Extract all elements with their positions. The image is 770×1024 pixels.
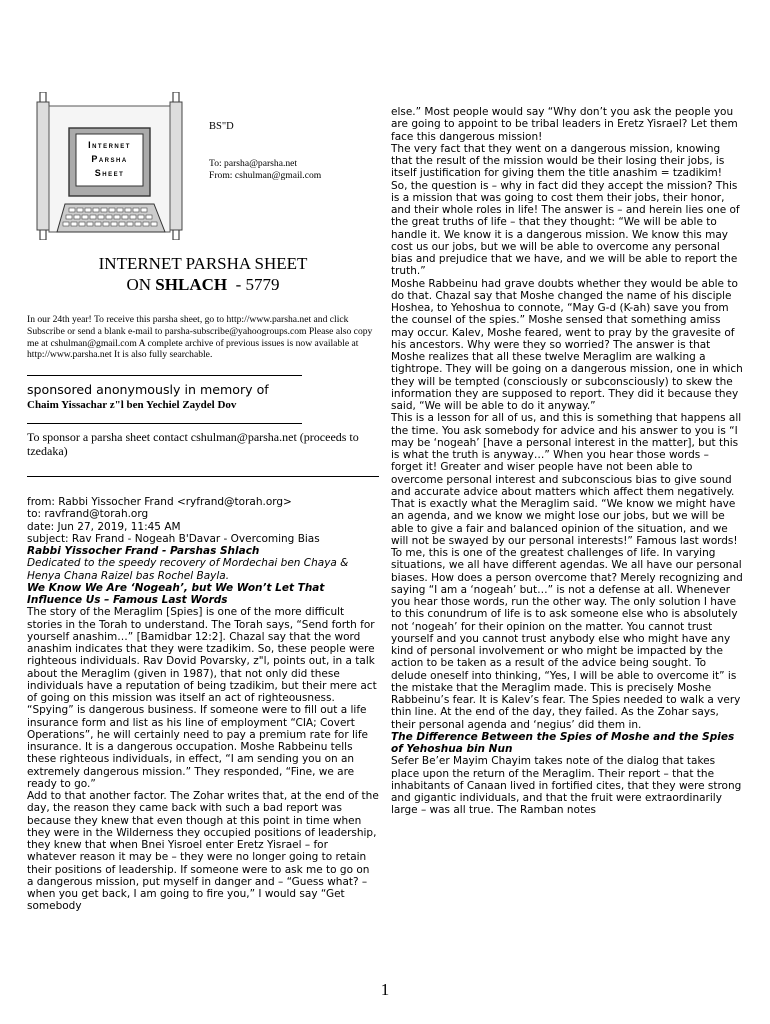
intro-text: In our 24th year! To receive this parsha sheet, go to http://www.parsha.net and click Subscribe or send a blank e-mail to parsha-subscribe@yahoogroups.com Please also copy me at cshulman@gmail.com A complete archive of previous issues is now available at http://www.parsha.net It is also fully searchable. — [27, 314, 373, 361]
paragraph: Moshe Rabbeinu had grave doubts whether they would be able to do that. Chazal say that Moshe changed the name of his disciple Hoshea, to Yehoshua to connote, “May G-d (K-ah) save you from the counsel of the spies.” Moshe sensed that something amiss may occur. Kalev, Moshe feared, went to pray by the gravesite of his ancestors. Why were they so worried? The answer is that Moshe realizes that all these twelve Meraglim are walking a tightrope. They will be going on a dangerous mission, one in which they will be tempted (consciously or subconsciously) to skew the information they are supposed to report. They did it because they said, “We will be able to do it anyway.” — [391, 277, 743, 412]
dedication: Dedicated to the speedy recovery of Mordechai ben Chaya & Henya Chana Raizel bas Rochel Bayla. — [27, 557, 349, 582]
paragraph: So, the question is – why in fact did they accept the mission? This is a mission that was going to cost them their jobs, their honor, and their whole roles in life! The answer is – and herein lies one of the great truths of life – that they thought: “We will be able to handle it. We know it is a dangerous mission. We know this may cost us our jobs, but we will be able to overcome any personal bias and prejudice that we have, and we will be able to report the truth.” — [391, 179, 740, 278]
paragraph: Add to that another factor. The Zohar writes that, at the end of the day, the reason they came back with such a bad report was because they knew that even though at this point in time when they were in the Wilderness they occupied positions of leadership, they knew that when Bnei Yisroel enter Eretz Yisrael – for whatever reason it may be – they were no longer going to retain their positions of leadership. If someone were to ask me to go on a dangerous mission, put myself in danger and – “Guess what? – when you get back, I am going to fire you,” I would say “Get somebody — [27, 790, 379, 913]
bsd-mark: BS"D — [209, 121, 234, 132]
paragraph: The story of the Meraglim [Spies] is one of the more difficult stories in the Torah to understand. The Torah says, “Send forth for yourself anashim…” [Bamidbar 12:2]. Chazal say that the word anashim indicates that they were tzadikim. So, these people were righteous individuals. Rav Dovid Povarsky, z"l, points out, in a talk about the Meraglim (given in 1987), that not only did these individuals have a reputation of being tzadikim, but their mere act of going on this mission was itself an act of righteousness. — [27, 606, 377, 705]
contact-from: From: cshulman@gmail.com — [209, 169, 322, 181]
article-left — [27, 496, 379, 913]
contact-to: To: parsha@parsha.net — [209, 158, 298, 169]
contact-block — [209, 158, 321, 181]
section-divider — [27, 476, 379, 477]
section-heading: We Know We Are ‘Nogeah’, but We Won’t Let That Influence Us – Famous Last Words — [27, 581, 325, 607]
title-line1: INTERNET PARSHA SHEET — [98, 254, 308, 273]
scroll-computer-logo — [27, 92, 192, 240]
page-title — [27, 253, 379, 295]
paragraph: This is a lesson for all of us, and this is something that happens all the time. You ask somebody for advice and his answer to you is “I may be ‘nogeah’ [have a personal interest in the matter], but this is what the truth is anyway…” When you hear those words – forget it! Greater and wiser people have not been able to overcome personal interest and subconscious bias to give sound and accurate advice about matters which affect them negatively. That is exactly what the Meraglim said. “We know we might have an agenda, and we know we might lose our jobs, but we will be able to give a fair and balanced opinion of the situation, and we will not be swayed by our personal interests!” Famous last words! — [391, 412, 742, 547]
email-to: to: ravfrand@torah.org — [27, 508, 149, 521]
email-subject: subject: Rav Frand - Nogeah B'Davar - Overcoming Bias — [27, 532, 320, 545]
divider — [27, 375, 302, 376]
paragraph: To me, this is one of the greatest challenges of life. In varying situations, we all have different agendas. We all have our personal biases. How does a person overcome that? Merely recognizing and saying “I am a ‘nogeah’ but…” is not a defense at all. Whenever you hear those words, run the other way. The only solution I have to this conundrum of life is to ask someone else who is absolutely not ‘nogeah’ for their opinion on the matter. You cannot trust yourself and you cannot trust anybody else who might have any kind of personal involvement or who might be impacted by the action to be taken as a result of the advice being sought. To delude oneself into thinking, “Yes, I will be able to overcome it” is the mistake that the Meraglim made. This is precisely Moshe Rabbeinu’s fear. It is Kalev’s fear. The Spies needed to walk a very thin line. At the end of the day, they failed. As the Zohar says, their personal agenda and ‘negius’ did them in. — [391, 547, 743, 731]
sponsored-line: sponsored anonymously in memory of — [27, 382, 269, 398]
divider — [27, 423, 302, 424]
paragraph: Sefer Be’er Mayim Chayim takes note of the dialog that takes place upon the return of the Meraglim. Their report – that the inhabitants of Canaan lived in fortified cites, that they were strong and gigantic individuals, and that the fruit were extraordinarily large – was all true. The Ramban notes — [391, 755, 742, 817]
sponsor-contact: To sponsor a parsha sheet contact cshulman@parsha.net (proceeds to tzedaka) — [27, 430, 359, 459]
email-date: date: Jun 27, 2019, 11:45 AM — [27, 520, 181, 533]
title-year: - 5779 — [227, 275, 280, 294]
right-column — [391, 106, 743, 817]
logo-text-line2: Parsha — [91, 154, 128, 164]
page-number: 1 — [380, 980, 390, 999]
title-line2 — [27, 274, 379, 295]
title-parsha: SHLACH — [155, 275, 228, 294]
section-heading: The Difference Between the Spies of Moshe and the Spies of Yehoshua bin Nun — [391, 730, 735, 755]
left-column — [27, 92, 379, 913]
title-prefix: ON — [126, 275, 156, 294]
email-from: from: Rabbi Yissocher Frand <ryfrand@torah.org> — [27, 496, 292, 509]
paragraph: else.” Most people would say “Why don’t you ask the people you are going to appoint to be tribal leaders in Eretz Yisrael? Let them face this dangerous mission! — [391, 106, 738, 143]
masthead — [27, 92, 379, 240]
memorial-name: Chaim Yissachar z"l ben Yechiel Zaydel Dov — [27, 399, 237, 412]
logo-text-line1: Internet — [88, 140, 131, 150]
paragraph: “Spying” is dangerous business. If someone were to fill out a life insurance form and list as his line of employment “CIA; Covert Operations”, he will certainly need to pay a premium rate for life insurance. It is a dangerous occupation. Moshe Rabbeinu tells these righteous individuals, in effect, “I am sending you on an extremely dangerous mission.” They responded, “Fine, we are ready to go.” — [27, 704, 368, 790]
paragraph: The very fact that they went on a dangerous mission, knowing that the result of the mission would be their losing their jobs, is itself justification for giving them the title anashim = tzadikim! — [391, 142, 725, 180]
logo-text-line3: Sheet — [94, 168, 125, 178]
author-line: Rabbi Yissocher Frand - Parshas Shlach — [27, 545, 260, 558]
